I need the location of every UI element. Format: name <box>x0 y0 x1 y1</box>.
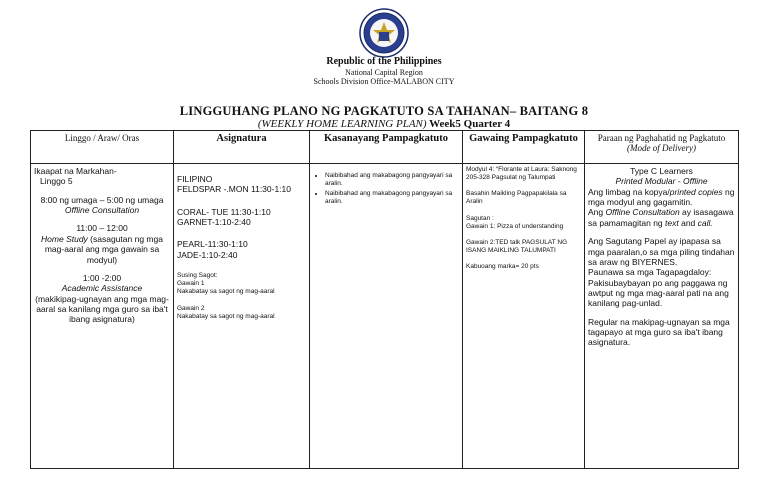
activity-2: Home Study <box>41 233 88 244</box>
section-jade: JADE-1:10-2:40 <box>177 249 238 260</box>
cell-delivery <box>585 164 739 469</box>
para-2-italic: Offline Consultation <box>605 207 680 218</box>
week-number: Linggo 5 <box>40 176 73 187</box>
activity-3-desc: (makikipag-ugnayan ang mga mag-aaral sa kanilang mga guro sa iba't ibang asignatura) <box>35 293 169 325</box>
gawain-1-note: Nakabatay sa sagot ng mag-aaral <box>177 288 275 296</box>
section-pearl: PEARL-11:30-1:10 <box>177 239 248 250</box>
answer-key-label: Susing Sagot: <box>177 272 218 280</box>
division-label: Schools Division Office-MALABON CITY <box>313 77 455 86</box>
table-row <box>31 164 739 469</box>
activity-1: Offline Consultation <box>64 205 140 216</box>
region-label: National Capital Region <box>345 68 423 77</box>
gawain-1: Gawain 1: Pizza of understanding <box>466 222 564 230</box>
module-title: Modyul 4: “Florante at Laura: Saknong 205-328 Pagsulat ng Talumpati <box>466 166 577 182</box>
para-2-text: Ang <box>588 207 606 218</box>
header-linggo: Linggo / Araw/ Oras <box>31 131 174 164</box>
para-2-text-c: and <box>678 217 698 228</box>
delivery-para-2 <box>588 207 735 228</box>
delivery-para-3: Ang Sagutang Papel ay ipapasa sa mga paaralan,o sa mga piling tindahan sa araw ng BIYERNES. <box>588 236 735 267</box>
subject-name: FILIPINO <box>177 174 213 184</box>
cell-activities <box>463 164 585 469</box>
para-1-text-b: ng mga modyul ang gagamitin. <box>588 186 735 208</box>
subtitle-italic: (WEEKLY HOME LEARNING PLAN) <box>257 118 427 130</box>
activity-2-line <box>34 234 170 265</box>
list-item: • Naibibahad ang makabagong pangyayari sa aralin. <box>325 190 459 206</box>
para-1-text: Ang limbag na kopya/ <box>588 186 670 197</box>
republic-label: Republic of the Philippines <box>326 56 442 67</box>
header-paraan <box>585 131 739 164</box>
cell-schedule <box>31 164 174 469</box>
gawain-2: Gawain 2:TED talk PAGSULAT NG ISANG MAIKLING TALUMPATI <box>466 238 568 254</box>
para-2-italic-3: call. <box>697 217 713 228</box>
subtitle-week: Week5 Quarter 4 <box>426 118 511 130</box>
learner-type: Type C Learners <box>630 166 693 176</box>
learning-plan-table <box>30 130 739 469</box>
para-2-text-b: ay isasagawa sa pamamagitan ng <box>588 207 734 228</box>
gawain-2-label: Gawain 2 <box>177 304 205 312</box>
document-title: LINGGUHANG PLANO NG PAGKATUTO SA TAHANAN– BAITANG 8 <box>179 104 589 118</box>
section-coral: CORAL- TUE 11:30-1:10 <box>177 206 271 217</box>
gawain-2-note: Nakabatay sa sagot ng mag-aaral <box>177 312 275 320</box>
header-paraan-line1: Paraan ng Paghahatid ng Pagkatuto <box>597 133 726 143</box>
cell-competency <box>310 164 463 469</box>
table-header-row <box>31 131 739 164</box>
header-paraan-line2: (Mode of Delivery) <box>627 143 696 153</box>
time-slot-1: 8:00 ng umaga – 5:00 ng umaga <box>40 194 164 205</box>
delivery-para-4: Paunawa sa mga Tagapagdaloy: Pakisubaybayan po ang paggawa ng awtput ng mga mag-aaral pati na ang kanilang pag-unlad. <box>588 267 729 309</box>
header-asignatura: Asignatura <box>174 131 310 164</box>
section-garnet: GARNET-1:10-2:40 <box>177 217 251 228</box>
header-kasanayan: Kasanayang Pampagkatuto <box>310 131 463 164</box>
read-instruction: Basahin Maikling Pagpapakilala sa Aralin <box>466 190 567 206</box>
para-2-italic-2: text <box>665 217 679 228</box>
document-subtitle <box>0 118 768 130</box>
deped-seal-logo <box>359 8 409 58</box>
answer-label: Sagutan : <box>466 214 494 222</box>
delivery-para-5: Regular na makipag-ugnayan sa mga tagapayo at mga guro sa iba't ibang asignatura. <box>588 316 730 348</box>
cell-subject <box>174 164 310 469</box>
time-slot-2: 11:00 – 12:00 <box>76 223 128 234</box>
list-item: • Naibibahad ang makabagong pangyayari sa aralin. <box>325 172 459 188</box>
activity-3: Academic Assistance <box>61 283 143 294</box>
section-feldspar: FELDSPAR -.MON 11:30-1:10 <box>177 184 292 195</box>
delivery-mode: Printed Modular - Offline <box>615 176 708 187</box>
header-gawain: Gawaing Pampagkatuto <box>463 131 585 164</box>
para-1-italic: printed copies <box>669 186 723 197</box>
delivery-para-1 <box>588 187 735 208</box>
activity-2-desc: (sasagutan ng mga mag-aaral ang mga gawain sa modyul) <box>44 233 163 265</box>
gawain-1-label: Gawain 1 <box>177 280 205 288</box>
time-slot-3: 1:00 -2:00 <box>82 272 122 283</box>
competency-list <box>313 172 459 206</box>
total-score: Kabuoang marka= 20 pts <box>466 263 539 270</box>
week-label: Ikaapat na Markahan- <box>34 166 117 176</box>
